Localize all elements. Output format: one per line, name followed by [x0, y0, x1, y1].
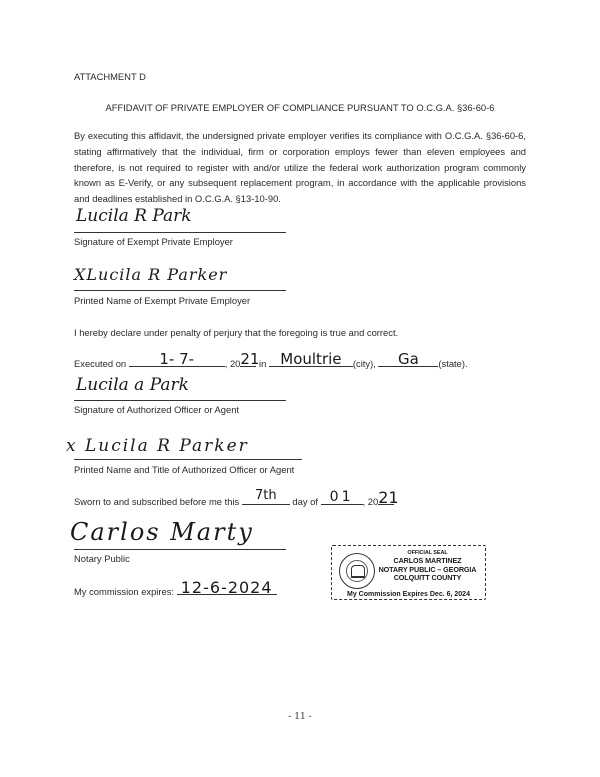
officer-printed-name-label: Printed Name and Title of Authorized Officer or Agent [74, 464, 295, 475]
officer-printed-name-line [74, 459, 302, 460]
employer-printed-name: XLucila R Parker [74, 265, 228, 284]
executed-year-field [240, 350, 260, 368]
sworn-month-field [321, 489, 363, 505]
employer-signature-label: Signature of Exempt Private Employer [74, 236, 233, 247]
officer-signature-label: Signature of Authorized Officer or Agent [74, 404, 240, 415]
sworn-month-value: 01 [329, 489, 354, 505]
commission-row [74, 578, 277, 598]
seal-line-official: OFFICIAL SEAL [407, 550, 448, 556]
notary-public-label: Notary Public [74, 553, 130, 564]
seal-line-expiry: My Commission Expires Dec. 6, 2024 [347, 591, 470, 598]
commission-label: My commission expires: [74, 586, 175, 597]
executed-date-value: 1- 7- [159, 350, 195, 368]
sworn-row [74, 488, 399, 508]
in-label: in [258, 358, 267, 369]
state-value: Ga [398, 350, 419, 368]
seal-line-name: CARLOS MARTINEZ [393, 556, 462, 566]
executed-date-field [129, 350, 225, 368]
notary-seal-stamp [331, 545, 486, 600]
georgia-state-seal-icon [339, 553, 375, 589]
sworn-day-field [242, 488, 290, 505]
officer-signature-line [74, 400, 286, 401]
day-of-label: day of [292, 496, 318, 507]
sworn-label: Sworn to and subscribed before me this [74, 496, 240, 507]
employer-signature-line [74, 232, 286, 233]
attachment-label: ATTACHMENT D [74, 71, 146, 82]
city-label: (city), [352, 358, 376, 369]
executed-year-value: 21 [240, 350, 260, 368]
sworn-year-field [378, 488, 399, 507]
seal-line-county: COLQUITT COUNTY [393, 572, 462, 582]
executed-row [74, 350, 468, 370]
sworn-year-prefix: , 20 [362, 496, 379, 507]
document-title: AFFIDAVIT OF PRIVATE EMPLOYER OF COMPLIANCE PURSUANT TO O.C.G.A. §36-60-6 [105, 102, 495, 113]
executed-on-label: Executed on [74, 358, 127, 369]
state-field [378, 350, 438, 368]
seal-line-notary: NOTARY PUBLIC – GEORGIA [378, 564, 477, 574]
perjury-declaration: I hereby declare under penalty of perjury that the foregoing is true and correct. [74, 327, 399, 338]
employer-signature: Lucila R Park [76, 206, 192, 226]
employer-printed-name-label: Printed Name of Exempt Private Employer [74, 295, 251, 306]
commission-date-field [177, 578, 277, 597]
city-value: Moultrie [280, 350, 342, 368]
sworn-year-value: 21 [378, 488, 399, 507]
notary-signature: Carlos Marty [70, 518, 254, 546]
employer-printed-name-line [74, 290, 286, 291]
seal-text [372, 549, 483, 582]
officer-printed-name: x Lucila R Parker [66, 436, 249, 456]
affidavit-paragraph: By executing this affidavit, the undersigned private employer verifies its compliance with O.C.G.A. §36-60-6, stating affirmatively that the individual, firm or corporation employs fewer than eleven employees and therefore, is not required to register with and/or utilize the federal work authorization program commonly known as E-Verify, or any subsequent replacement program, in accordance with the applicable provisions and deadlines established in O.C.G.A. §13-10-90. [74, 130, 526, 205]
commission-date-value: 12-6-2024 [180, 578, 273, 597]
city-field [269, 350, 353, 368]
executed-year-prefix: , 20 [224, 358, 241, 369]
state-label: (state). [438, 358, 468, 369]
notary-signature-line [74, 549, 286, 550]
page-number: - 11 - [288, 712, 312, 722]
sworn-day-value: 7th [255, 488, 277, 503]
officer-signature: Lucila a Park [76, 375, 189, 395]
